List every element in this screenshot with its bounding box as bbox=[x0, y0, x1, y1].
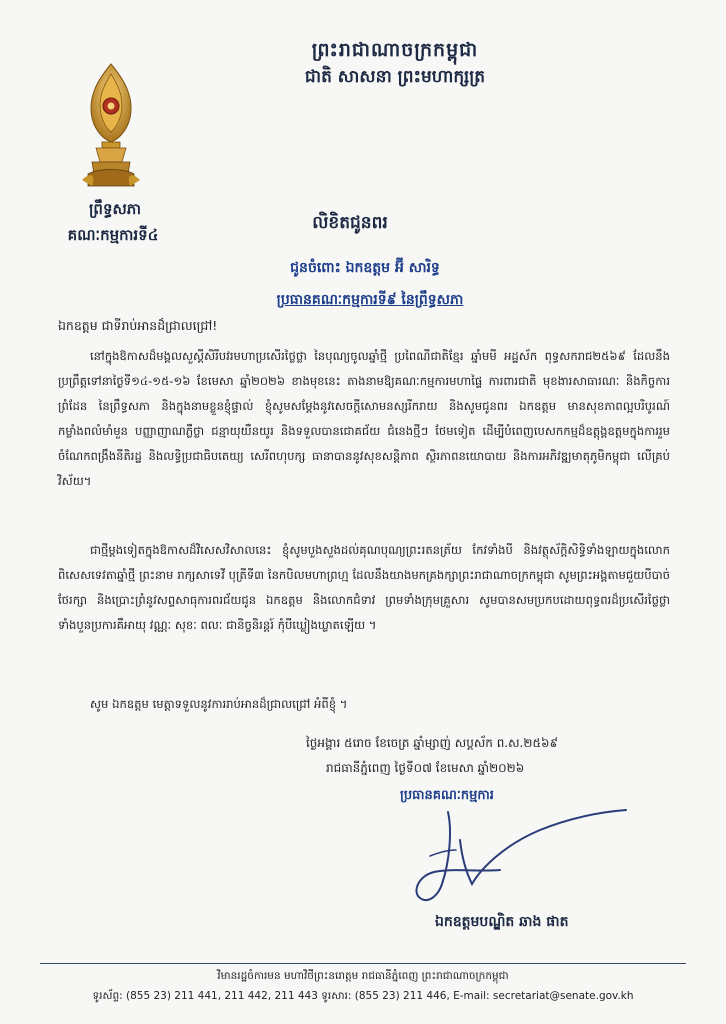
signature-title: ប្រធានគណៈកម្មការ bbox=[400, 788, 494, 803]
recipient-name: ជូនចំពោះ ឯកឧត្តម អ៊ី សារិទ្ធ bbox=[290, 260, 440, 276]
senate-emblem-icon bbox=[78, 62, 144, 190]
solar-date: រាជធានីភ្នំពេញ ថ្ងៃទី០៧ ខែមេសា ឆ្នាំ២០២៦ bbox=[326, 761, 525, 775]
body-paragraph-2: ជាថ្មីម្តងទៀតក្នុងឱកាសដ៏វិសេសវិសាលនេះ ខ្ញុំសូមបួងសួងដល់គុណបុណ្យព្រះរតនត្រ័យ កែវទាំងបី និងវត្ថុស័ក្តិសិទ្ធិទាំងឡាយក្នុងលោក ពិសេសទេវតាឆ្នាំថ្មី ព្រះនាម រាក្សសាទេវី បុត្រីទី៣ នៃកបិលមហាព្រហ្ម ដែលនឹងយាងមកគ្រងក្សាព្រះរាជាណាចក្រកម្ពុជា សូមព្រះអង្គតាមជួយបីបាច់ ថែរក្សា និងប្រោះព្រំនូវសព្ទសាធុការពរជ័យជូន ឯកឧត្តម និងលោកជំទាវ ព្រមទាំងក្រុមគ្រួសារ សូមបានសមប្រកបដោយពុទ្ធពរដ៏ប្រសើរថ្លៃថ្លាទាំងបួនប្រការគឺអាយុ វណ្ណៈ សុខៈ ពលៈ ជានិច្ចនិរន្តរ៍ កុំបីឃ្លៀងឃ្លាតឡើយ ។ bbox=[58, 543, 670, 632]
body-paragraph-1: នៅក្នុងឱកាសដ៏មង្គលសួស្តីសិរីបវរមហាប្រសើរថ្លៃថ្លា នៃបុណ្យចូលឆ្នាំថ្មី ប្រពៃណីជាតិខ្មែរ ឆ្នាំមមី អដ្ឋស័ក ពុទ្ធសករាជ២៥៦៩ ដែលនឹងប្រព្រឹត្តទៅនាថ្ងៃទី១៤-១៥-១៦ ខែមេសា ឆ្នាំ២០២៦ ខាងមុខនេះ តាងនាមឱ្យគណៈកម្មការមហាផ្ទៃ ការពារជាតិ មុខងារសាធារណៈ និងកិច្ចការព្រំដែន នៃព្រឹទ្ធសភា និងក្នុងនាមខ្លួនខ្ញុំផ្ទាល់ ខ្ញុំសូមសម្តែងនូវសេចក្តីសោមនស្សរីករាយ និងសូមជូនពរ ឯកឧត្តម មានសុខភាពល្អបរិបូរណ៍ កម្លាំងពលំមាំមួន បញ្ញាញាណភ្លឺថ្លា ជន្មាយុយឺនយូរ និងទទួលបានជោគជ័យ ជំនេងថ្មីៗ ថែមទៀត ដើម្បីបំពេញបេសកកម្មដ៏ឧត្តុង្គឧត្តមក្នុងការរួមចំណែកពង្រឹងនីតិរដ្ឋ និងលទ្ធិប្រជាធិបតេយ្យ សេរីពហុបក្ស ធានាបាននូវសុខសន្តិភាព ស្ថិរភាពនយោបាយ និងការអភិវឌ្ឍមាតុភូមិកម្ពុជា លើគ្រប់វិស័យ។ bbox=[58, 349, 670, 488]
national-motto: ជាតិ សាសនា ព្រះមហាក្សត្រ bbox=[304, 67, 486, 87]
letter-title: លិខិតជូនពរ bbox=[312, 213, 388, 233]
sender-commission: គណៈកម្មការទី៤ bbox=[67, 226, 159, 244]
sender-institution: ព្រឹទ្ធសភា bbox=[88, 200, 142, 218]
kingdom-heading: ព្រះរាជាណាចក្រកម្ពុជា bbox=[311, 39, 479, 61]
recipient-position: ប្រធានគណៈកម្មការទី៩ នៃព្រឹទ្ធសភា bbox=[276, 292, 464, 308]
salutation: ឯកឧត្តម ជាទីរាប់អានដ៏ជ្រាលជ្រៅ! bbox=[58, 318, 218, 333]
lunar-date: ថ្ងៃអង្គារ ៥រោច ខែចេត្រ ឆ្នាំម្សាញ់ សប្តស័ក ព.ស.២៥៦៩ bbox=[306, 736, 558, 750]
handwritten-signature bbox=[390, 800, 650, 910]
signer-name: ឯកឧត្តមបណ្ឌិត ឆាង ផាត bbox=[435, 914, 569, 930]
footer-contact: ទូរស័ព្ទ: (855 23) 211 441, 211 442, 211 443 ទូរសារ: (855 23) 211 446, E-mail: secretariat@senate.gov.kh bbox=[92, 990, 634, 1002]
body-paragraph-3: សូម ឯកឧត្តម មេត្តាទទួលនូវការរាប់អានដ៏ជ្រាលជ្រៅ អំពីខ្ញុំ ។ bbox=[90, 697, 348, 711]
footer-divider bbox=[40, 963, 686, 964]
footer-address: វិមានរដ្ឋចំការមន មហាវិថីព្រះនរោត្តម រាជធានីភ្នំពេញ ព្រះរាជាណាចក្រកម្ពុជា bbox=[217, 970, 509, 982]
